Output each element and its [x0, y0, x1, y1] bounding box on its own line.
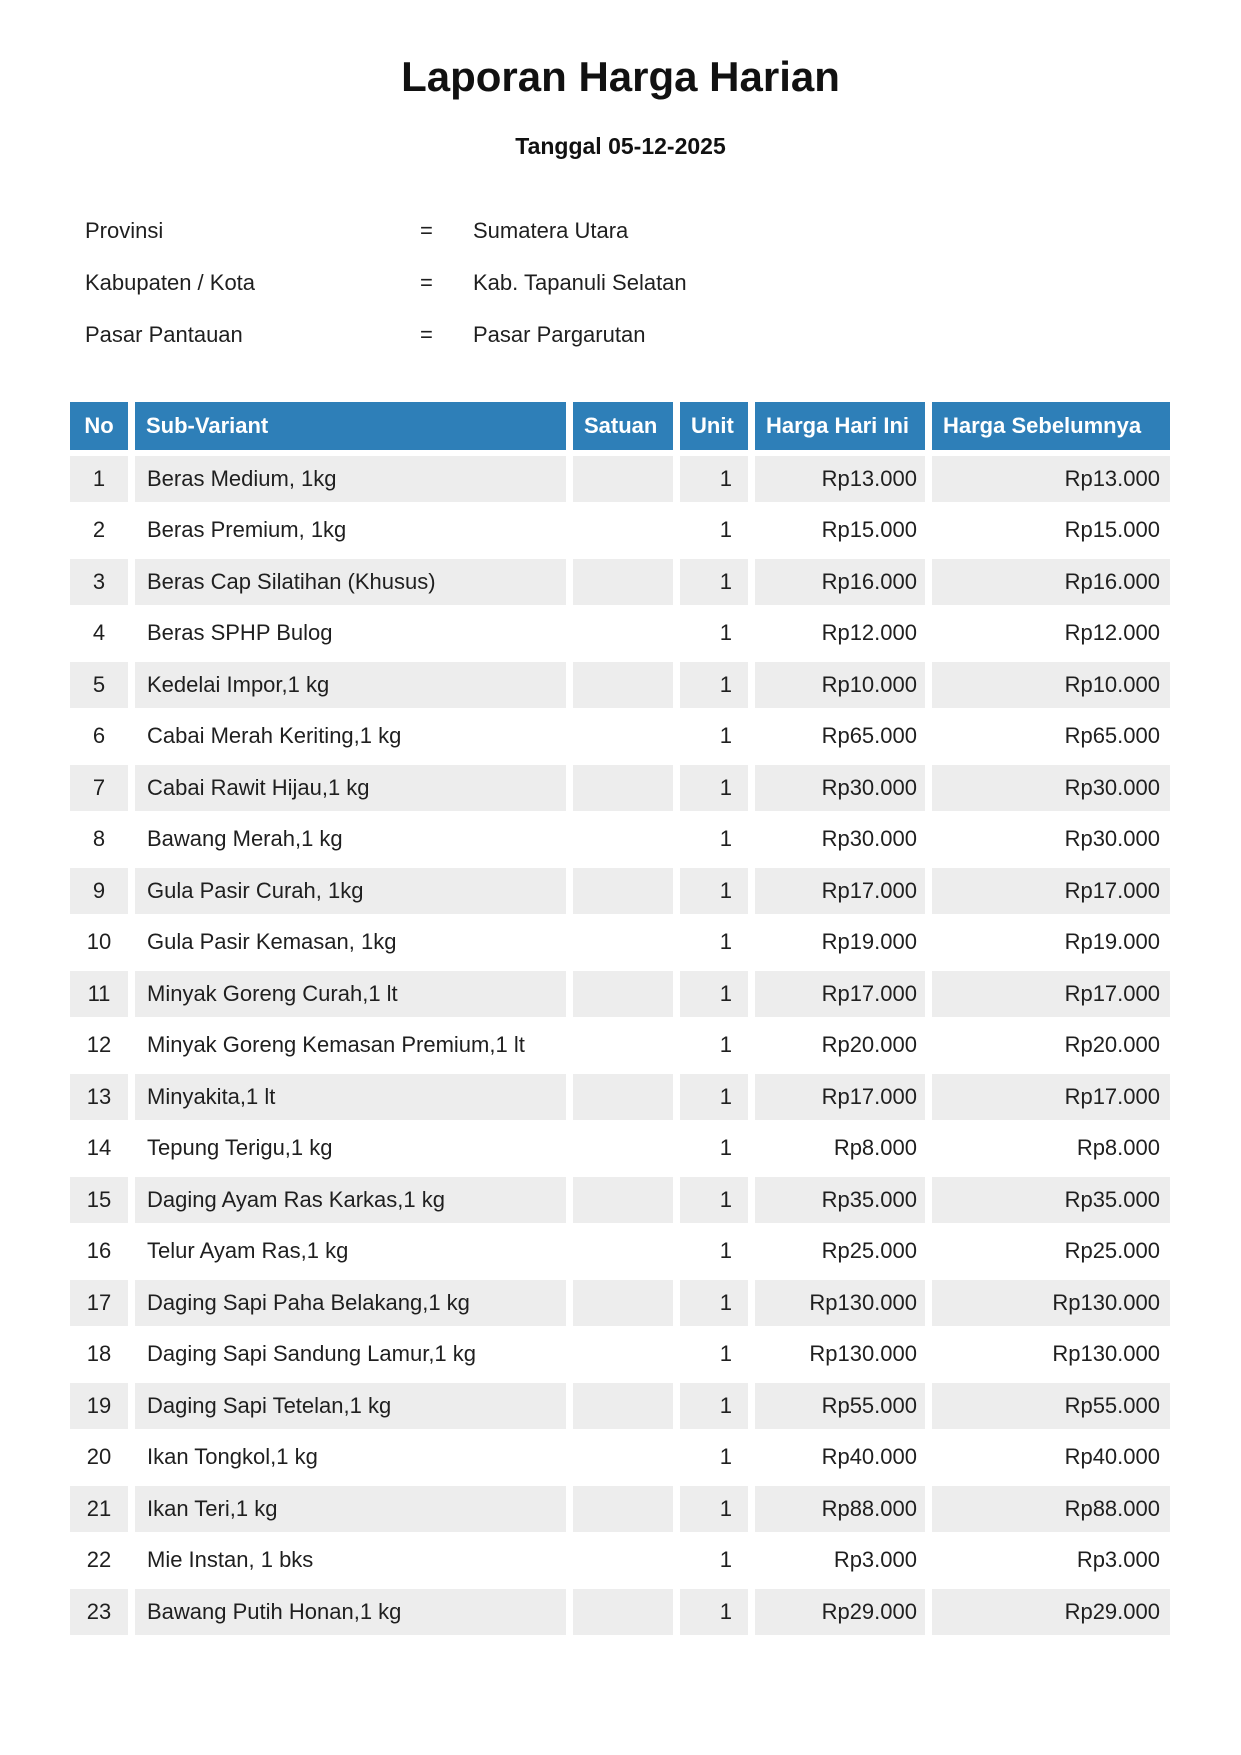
cell-sub-variant: Kedelai Impor,1 kg: [135, 662, 566, 708]
cell-satuan: [573, 1383, 673, 1429]
cell-no: 16: [70, 1228, 128, 1274]
report-date: Tanggal 05-12-2025: [515, 133, 726, 159]
cell-harga-hari-ini: Rp12.000: [755, 610, 925, 656]
cell-no: 23: [70, 1589, 128, 1635]
cell-satuan: [573, 1434, 673, 1480]
cell-sub-variant: Gula Pasir Kemasan, 1kg: [135, 919, 566, 965]
meta-label: Pasar Pantauan: [85, 322, 243, 347]
cell-unit: 1: [680, 1383, 748, 1429]
cell-no: 5: [70, 662, 128, 708]
cell-harga-hari-ini: Rp30.000: [755, 816, 925, 862]
cell-satuan: [573, 1486, 673, 1532]
cell-sub-variant: Cabai Rawit Hijau,1 kg: [135, 765, 566, 811]
cell-harga-sebelumnya: Rp3.000: [932, 1537, 1170, 1583]
cell-unit: 1: [680, 1228, 748, 1274]
cell-satuan: [573, 1177, 673, 1223]
equals-sign: =: [420, 270, 433, 295]
cell-unit: 1: [680, 1331, 748, 1377]
cell-harga-hari-ini: Rp25.000: [755, 1228, 925, 1274]
cell-sub-variant: Beras Premium, 1kg: [135, 507, 566, 553]
cell-harga-sebelumnya: Rp19.000: [932, 919, 1170, 965]
cell-sub-variant: Tepung Terigu,1 kg: [135, 1125, 566, 1171]
cell-harga-hari-ini: Rp16.000: [755, 559, 925, 605]
cell-unit: 1: [680, 456, 748, 502]
cell-unit: 1: [680, 713, 748, 759]
cell-unit: 1: [680, 919, 748, 965]
cell-harga-hari-ini: Rp130.000: [755, 1280, 925, 1326]
cell-unit: 1: [680, 1486, 748, 1532]
cell-harga-sebelumnya: Rp10.000: [932, 662, 1170, 708]
cell-no: 11: [70, 971, 128, 1017]
cell-unit: 1: [680, 1280, 748, 1326]
cell-harga-hari-ini: Rp17.000: [755, 1074, 925, 1120]
cell-harga-hari-ini: Rp17.000: [755, 868, 925, 914]
cell-harga-hari-ini: Rp55.000: [755, 1383, 925, 1429]
col-header-harga-sebelumnya: Harga Sebelumnya: [932, 402, 1170, 450]
cell-no: 14: [70, 1125, 128, 1171]
cell-sub-variant: Beras Cap Silatihan (Khusus): [135, 559, 566, 605]
cell-sub-variant: Telur Ayam Ras,1 kg: [135, 1228, 566, 1274]
meta-row-pasar: [85, 309, 687, 361]
cell-no: 13: [70, 1074, 128, 1120]
cell-sub-variant: Minyak Goreng Kemasan Premium,1 lt: [135, 1022, 566, 1068]
meta-label: Provinsi: [85, 218, 164, 243]
equals-sign: =: [420, 218, 433, 243]
cell-harga-sebelumnya: Rp13.000: [932, 456, 1170, 502]
cell-unit: 1: [680, 1434, 748, 1480]
cell-satuan: [573, 1280, 673, 1326]
page-title: Laporan Harga Harian: [401, 53, 840, 100]
cell-no: 7: [70, 765, 128, 811]
cell-sub-variant: Cabai Merah Keriting,1 kg: [135, 713, 566, 759]
cell-no: 8: [70, 816, 128, 862]
cell-sub-variant: Ikan Teri,1 kg: [135, 1486, 566, 1532]
cell-unit: 1: [680, 971, 748, 1017]
cell-harga-sebelumnya: Rp29.000: [932, 1589, 1170, 1635]
cell-unit: 1: [680, 507, 748, 553]
cell-sub-variant: Beras SPHP Bulog: [135, 610, 566, 656]
cell-satuan: [573, 868, 673, 914]
cell-harga-hari-ini: Rp13.000: [755, 456, 925, 502]
cell-unit: 1: [680, 1125, 748, 1171]
cell-sub-variant: Daging Sapi Sandung Lamur,1 kg: [135, 1331, 566, 1377]
cell-harga-sebelumnya: Rp30.000: [932, 765, 1170, 811]
meta-value: Kab. Tapanuli Selatan: [473, 270, 687, 295]
cell-harga-sebelumnya: Rp8.000: [932, 1125, 1170, 1171]
cell-harga-hari-ini: Rp3.000: [755, 1537, 925, 1583]
cell-sub-variant: Daging Sapi Paha Belakang,1 kg: [135, 1280, 566, 1326]
cell-harga-sebelumnya: Rp40.000: [932, 1434, 1170, 1480]
cell-satuan: [573, 1537, 673, 1583]
cell-harga-hari-ini: Rp65.000: [755, 713, 925, 759]
cell-unit: 1: [680, 1589, 748, 1635]
meta-row-kabupaten: [85, 257, 687, 309]
cell-satuan: [573, 456, 673, 502]
cell-harga-hari-ini: Rp35.000: [755, 1177, 925, 1223]
cell-no: 1: [70, 456, 128, 502]
cell-no: 10: [70, 919, 128, 965]
cell-harga-hari-ini: Rp130.000: [755, 1331, 925, 1377]
cell-harga-sebelumnya: Rp30.000: [932, 816, 1170, 862]
cell-satuan: [573, 765, 673, 811]
cell-harga-sebelumnya: Rp17.000: [932, 1074, 1170, 1120]
col-header-harga-hari-ini: Harga Hari Ini: [755, 402, 925, 450]
cell-harga-hari-ini: Rp15.000: [755, 507, 925, 553]
cell-no: 6: [70, 713, 128, 759]
cell-satuan: [573, 816, 673, 862]
cell-no: 3: [70, 559, 128, 605]
cell-satuan: [573, 1074, 673, 1120]
cell-harga-sebelumnya: Rp35.000: [932, 1177, 1170, 1223]
cell-harga-sebelumnya: Rp130.000: [932, 1280, 1170, 1326]
cell-unit: 1: [680, 610, 748, 656]
cell-sub-variant: Daging Ayam Ras Karkas,1 kg: [135, 1177, 566, 1223]
cell-sub-variant: Gula Pasir Curah, 1kg: [135, 868, 566, 914]
cell-harga-hari-ini: Rp17.000: [755, 971, 925, 1017]
cell-satuan: [573, 610, 673, 656]
cell-no: 20: [70, 1434, 128, 1480]
cell-satuan: [573, 1331, 673, 1377]
cell-sub-variant: Bawang Merah,1 kg: [135, 816, 566, 862]
cell-harga-sebelumnya: Rp55.000: [932, 1383, 1170, 1429]
cell-satuan: [573, 507, 673, 553]
cell-satuan: [573, 662, 673, 708]
cell-harga-hari-ini: Rp19.000: [755, 919, 925, 965]
col-header-no: No: [70, 402, 128, 450]
cell-unit: 1: [680, 1022, 748, 1068]
meta-row-provinsi: [85, 205, 687, 257]
meta-value: Sumatera Utara: [473, 218, 629, 243]
cell-sub-variant: Daging Sapi Tetelan,1 kg: [135, 1383, 566, 1429]
col-header-sub-variant: Sub-Variant: [135, 402, 566, 450]
cell-no: 4: [70, 610, 128, 656]
equals-sign: =: [420, 322, 433, 347]
col-header-unit: Unit: [680, 402, 748, 450]
cell-no: 21: [70, 1486, 128, 1532]
cell-no: 19: [70, 1383, 128, 1429]
cell-harga-sebelumnya: Rp20.000: [932, 1022, 1170, 1068]
cell-unit: 1: [680, 816, 748, 862]
cell-harga-hari-ini: Rp20.000: [755, 1022, 925, 1068]
cell-harga-sebelumnya: Rp16.000: [932, 559, 1170, 605]
cell-satuan: [573, 919, 673, 965]
cell-unit: 1: [680, 559, 748, 605]
cell-harga-sebelumnya: Rp65.000: [932, 713, 1170, 759]
report-meta: [85, 205, 687, 361]
cell-satuan: [573, 971, 673, 1017]
cell-unit: 1: [680, 1177, 748, 1223]
cell-harga-sebelumnya: Rp17.000: [932, 971, 1170, 1017]
cell-no: 22: [70, 1537, 128, 1583]
cell-sub-variant: Bawang Putih Honan,1 kg: [135, 1589, 566, 1635]
cell-satuan: [573, 1125, 673, 1171]
cell-satuan: [573, 559, 673, 605]
cell-no: 12: [70, 1022, 128, 1068]
cell-harga-sebelumnya: Rp130.000: [932, 1331, 1170, 1377]
cell-harga-hari-ini: Rp29.000: [755, 1589, 925, 1635]
cell-satuan: [573, 1589, 673, 1635]
cell-harga-sebelumnya: Rp15.000: [932, 507, 1170, 553]
cell-satuan: [573, 1022, 673, 1068]
cell-no: 9: [70, 868, 128, 914]
cell-harga-sebelumnya: Rp88.000: [932, 1486, 1170, 1532]
col-header-satuan: Satuan: [573, 402, 673, 450]
cell-sub-variant: Minyakita,1 lt: [135, 1074, 566, 1120]
meta-value: Pasar Pargarutan: [473, 322, 646, 347]
cell-no: 18: [70, 1331, 128, 1377]
cell-sub-variant: Mie Instan, 1 bks: [135, 1537, 566, 1583]
cell-no: 2: [70, 507, 128, 553]
cell-harga-hari-ini: Rp30.000: [755, 765, 925, 811]
cell-no: 15: [70, 1177, 128, 1223]
price-table: [70, 402, 1170, 1635]
cell-unit: 1: [680, 1074, 748, 1120]
cell-unit: 1: [680, 1537, 748, 1583]
cell-harga-sebelumnya: Rp25.000: [932, 1228, 1170, 1274]
cell-satuan: [573, 713, 673, 759]
cell-harga-sebelumnya: Rp17.000: [932, 868, 1170, 914]
cell-no: 17: [70, 1280, 128, 1326]
cell-harga-hari-ini: Rp40.000: [755, 1434, 925, 1480]
cell-harga-sebelumnya: Rp12.000: [932, 610, 1170, 656]
cell-satuan: [573, 1228, 673, 1274]
cell-sub-variant: Beras Medium, 1kg: [135, 456, 566, 502]
meta-label: Kabupaten / Kota: [85, 270, 256, 295]
cell-unit: 1: [680, 868, 748, 914]
cell-sub-variant: Ikan Tongkol,1 kg: [135, 1434, 566, 1480]
cell-harga-hari-ini: Rp8.000: [755, 1125, 925, 1171]
cell-harga-hari-ini: Rp10.000: [755, 662, 925, 708]
cell-unit: 1: [680, 662, 748, 708]
cell-unit: 1: [680, 765, 748, 811]
cell-sub-variant: Minyak Goreng Curah,1 lt: [135, 971, 566, 1017]
cell-harga-hari-ini: Rp88.000: [755, 1486, 925, 1532]
